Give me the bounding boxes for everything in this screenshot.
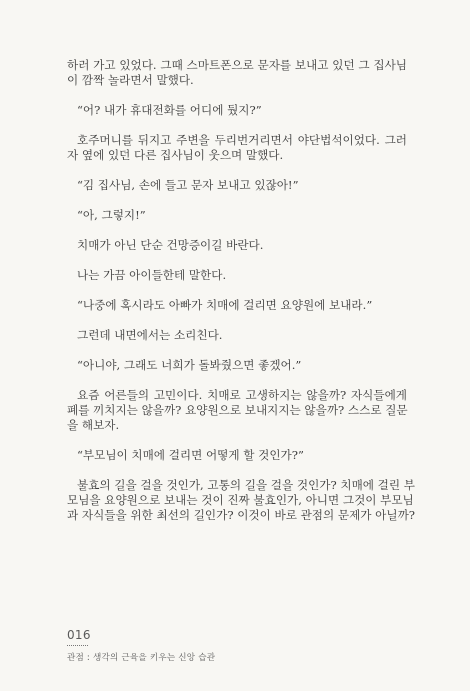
text-line: 불효의 길을 걸을 것인가, 고통의 길을 걸을 것인가? 치매에 걸린 부 — [77, 478, 415, 492]
text-line: 호주머니를 뒤지고 주변을 두리번거리면서 야단법석이었다. 그러 — [77, 133, 407, 147]
text-line: 하러 가고 있었다. 그때 스마트폰으로 문자를 보내고 있던 그 집사님 — [67, 58, 407, 72]
text-line: 그런데 내면에서는 소리친다. — [77, 328, 223, 342]
text-line: 을 해보자. — [67, 418, 120, 432]
dialogue-line: “아니야, 그래도 너희가 돌봐줬으면 좋겠어.” — [77, 358, 302, 372]
dialogue-line: “어? 내가 휴대전화를 어디에 뒀지?” — [77, 103, 262, 117]
text-line: 과 자식들을 위한 최선의 길인가? 이것이 바로 관점의 문제가 아닐까? — [67, 508, 415, 522]
text-line: 요즘 어른들의 고민이다. 치매로 고생하지는 않을까? 자식들에게 — [77, 388, 407, 402]
dialogue-line: “나중에 혹시라도 아빠가 치매에 걸리면 요양원에 보내라.” — [77, 298, 373, 312]
dialogue-line: “아, 그렇지!” — [77, 208, 146, 222]
text-line: 자 옆에 있던 다른 집사님이 웃으며 말했다. — [67, 148, 284, 162]
footer-divider — [67, 645, 88, 647]
text-line: 이 깜짝 놀라면서 말했다. — [67, 73, 194, 87]
body-text — [67, 58, 415, 523]
text-line: 치매가 아닌 단순 건망증이길 바란다. — [77, 238, 264, 252]
page-number: 016 — [67, 628, 91, 642]
text-line: 나는 가끔 아이들한테 말한다. — [77, 268, 227, 282]
dialogue-line: “부모님이 치매에 걸리면 어떻게 할 것인가?” — [77, 448, 304, 462]
text-line: 폐를 끼치지는 않을까? 요양원으로 보내지지는 않을까? 스스로 질문 — [67, 403, 408, 417]
text-line: 모님을 요양원으로 보내는 것이 진짜 불효인가, 아니면 그것이 부모님 — [67, 493, 414, 507]
page-footer — [67, 628, 215, 663]
dialogue-line: “김 집사님, 손에 들고 문자 보내고 있잖아!” — [77, 178, 299, 192]
running-title: 관점 : 생각의 근육을 키우는 신앙 습관 — [67, 653, 216, 663]
